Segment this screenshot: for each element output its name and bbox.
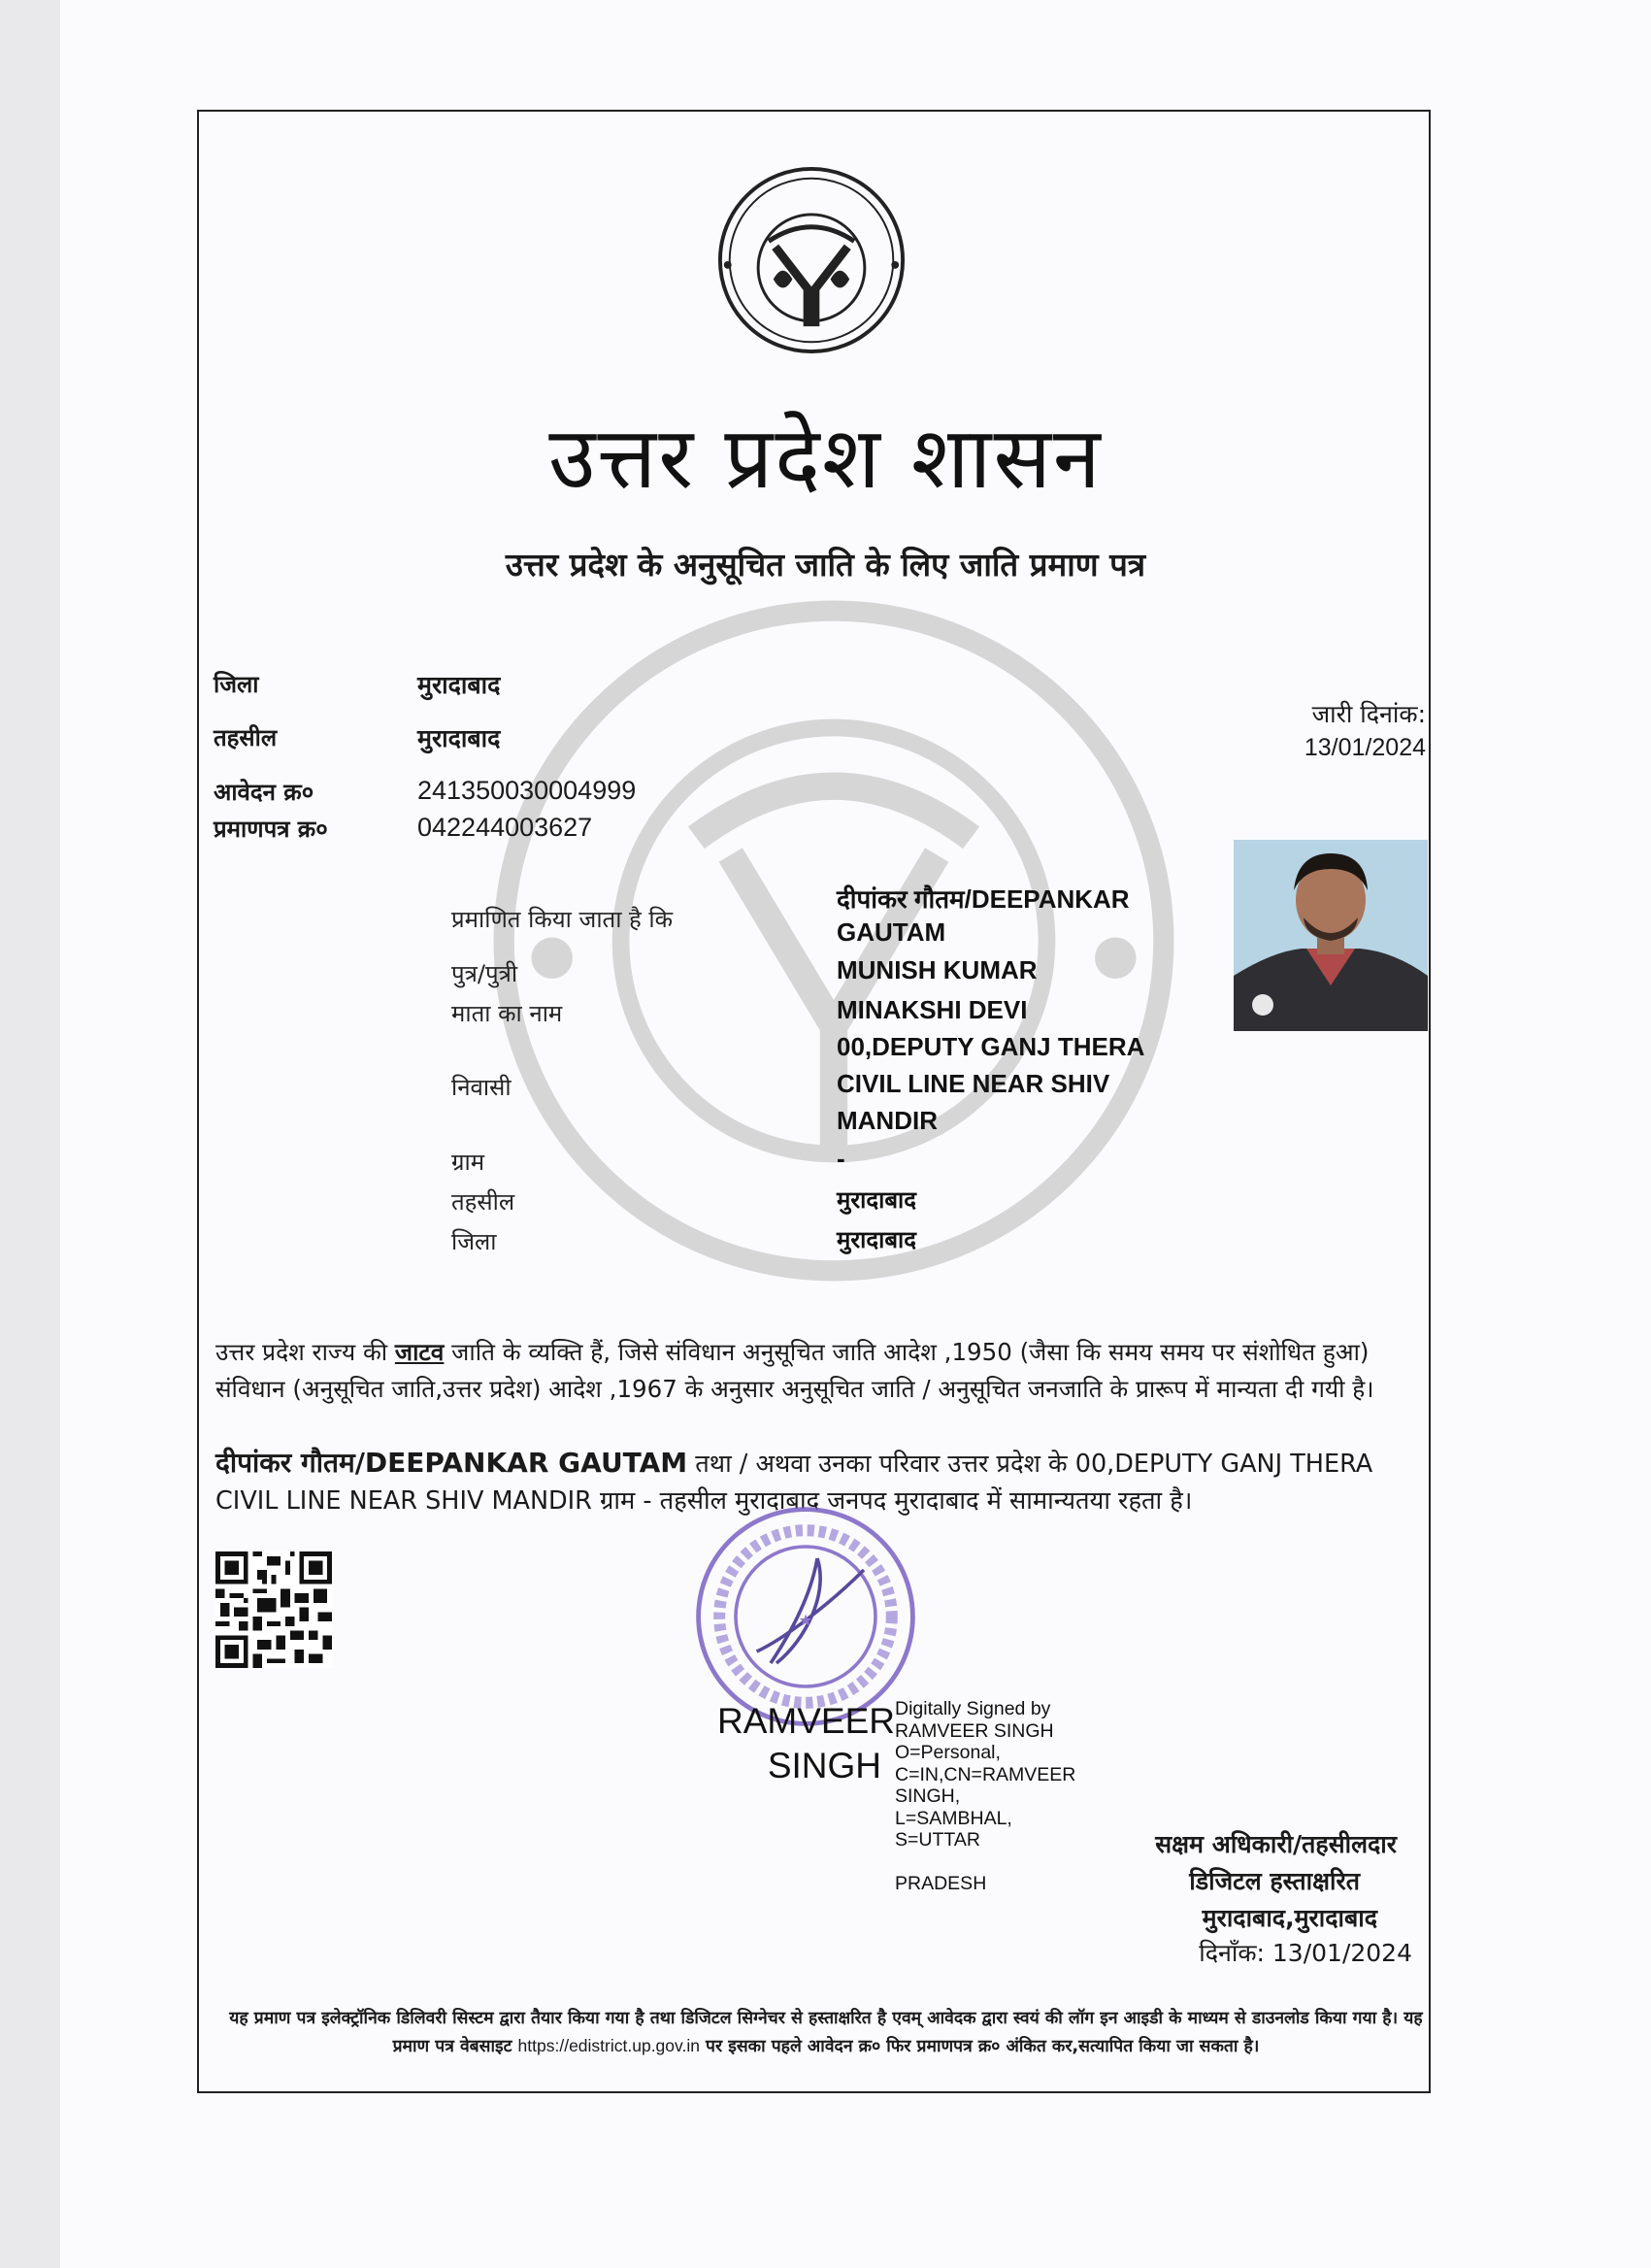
tehsil-value: मुरादाबाद [417,724,501,752]
document-title: उत्तर प्रदेश शासन [548,408,1103,508]
official-seal-stamp-icon [689,1500,922,1733]
application-no-label: आवेदन क्र० [214,779,314,806]
digital-signature-details: Digitally Signed by RAMVEER SINGH O=Personal, C=IN,CN=RAMVEER SINGH, L=SAMBHAL, S=UTTAR PRADESH [895,1698,1076,1894]
statement-applicant-name: दीपांकर गौतम/DEEPANKAR GAUTAM [215,1447,688,1479]
applicant-photo [1234,840,1428,1031]
district-value: मुरादाबाद [417,671,501,699]
village-label: ग्राम [451,1149,485,1176]
svg-text:★: ★ [798,1610,813,1630]
district-label: जिला [214,671,259,698]
signer-name-line2: SINGH [767,1746,881,1785]
caste-name: जाटव [394,1338,445,1366]
footer-text-2: पर इसका पहले आवेदन क्र० फिर प्रमाणपत्र क्र० अंकित कर,सत्यापित किया जा सकता है। [699,2037,1260,2056]
detail-district-label: जिला [451,1228,497,1255]
caste-statement [215,1334,1419,1408]
watermark-emblem-icon [490,597,1177,1284]
village-value: - [837,1144,845,1173]
applicant-name-line2: GAUTAM [837,917,946,947]
application-no-value: 241350030004999 [417,776,637,805]
resident-label: निवासी [451,1074,512,1101]
issue-date-label: जारी दिनांक: [1311,700,1426,728]
officer-sign-date: दिनाँक: 13/01/2024 [1199,1939,1412,1967]
certify-label: प्रमाणित किया जाता है कि [451,906,674,933]
mother-name-value: MINAKSHI DEVI [837,995,1028,1024]
address-line2: CIVIL LINE NEAR SHIV [837,1069,1110,1098]
address-line3: MANDIR [837,1106,938,1135]
issue-date-value: 13/01/2024 [1304,734,1426,761]
document-subtitle: उत्तर प्रदेश के अनुसूचित जाति के लिए जाति प्रमाण पत्र [505,546,1146,584]
certificate-no-label: प्रमाणपत्र क्र० [214,816,328,843]
address-line1: 00,DEPUTY GANJ THERA [837,1032,1145,1061]
detail-tehsil-value: मुरादाबाद [837,1186,917,1214]
statement-text-3: तथा / अथवा उनका परिवार उत्तर प्रदेश के 00,DEPUTY GANJ THERA CIVIL LINE NEAR SHIV MANDIR ग्राम - तहसील मुरादाबाद जनपद मुरादाबाद में सामान्यतया रहता है। [215,1450,1373,1516]
certificate-no-value: 042244003627 [417,813,593,842]
applicant-name-line1: दीपांकर गौतम/DEEPANKAR [837,884,1130,914]
officer-designation: सक्षम अधिकारी/तहसीलदार [1155,1830,1397,1858]
footer-text-1: यह प्रमाण पत्र इलेक्ट्रॉनिक डिलिवरी सिस्टम द्वारा तैयार किया गया है तथा डिजिटल सिग्नेचर से हस्ताक्षरित है एवम् आवेदक द्वारा स्वयं की लॉग इन आइडी के माध्यम से डाउनलोड किया गया है। यह प्रमाण पत्र वेबसाइट [229,2009,1423,2056]
officer-location: मुरादाबाद,मुरादाबाद [1202,1904,1377,1932]
digitally-signed-label: डिजिटल हस्ताक्षरित [1189,1867,1360,1895]
detail-district-value: मुरादाबाद [837,1226,917,1253]
tehsil-label: तहसील [214,724,278,751]
signer-name-line1: RAMVEER [717,1701,895,1741]
statement-text-2: जाति के व्यक्ति हैं, जिसे संविधान अनुसूचित जाति आदेश ,1950 (जैसा कि समय समय पर संशोधित हुआ) संविधान (अनुसूचित जाति,उत्तर प्रदेश) आदेश ,1967 के अनुसार अनुसूचित जाति / अनुसूचित जनजाति के प्रारूप में मान्यता दी गयी है। [215,1338,1374,1403]
child-of-label: पुत्र/पुत्री [451,960,518,987]
detail-tehsil-label: तहसील [451,1188,515,1216]
verification-url-link[interactable]: https://edistrict.up.gov.in [517,2036,700,2055]
up-government-emblem-icon [716,165,907,355]
mother-name-label: माता का नाम [451,1000,563,1027]
statement-text-1: उत्तर प्रदेश राज्य की [215,1338,395,1366]
qr-code-icon [215,1551,332,1668]
father-name-value: MUNISH KUMAR [837,955,1038,984]
verification-footer [214,2005,1438,2060]
